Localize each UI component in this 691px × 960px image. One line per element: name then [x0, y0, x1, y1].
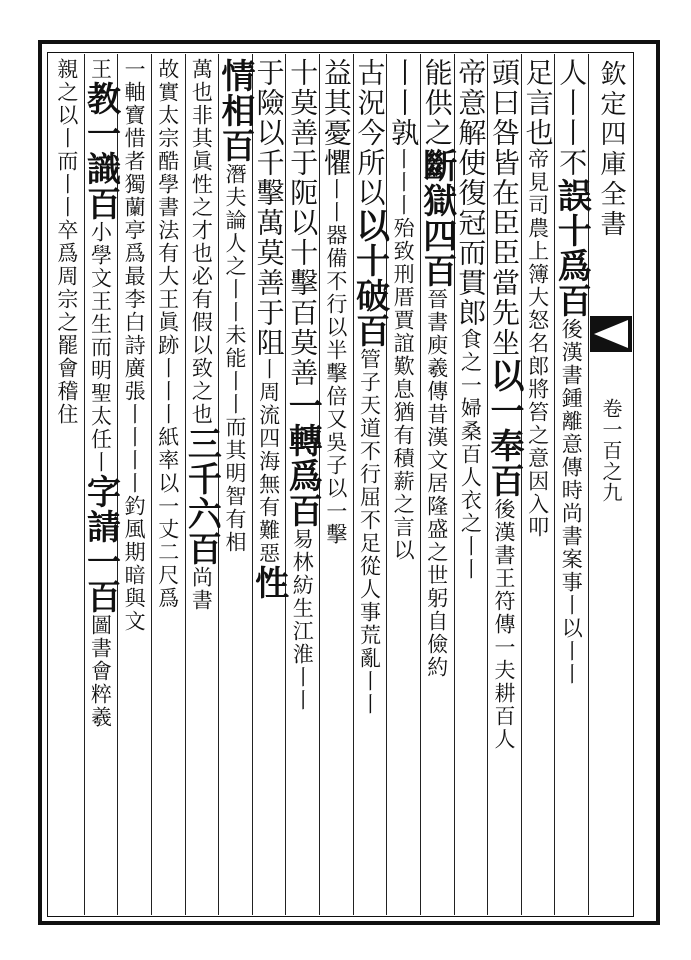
spine-strip	[590, 54, 632, 915]
column-text: 之罷會稽住	[54, 311, 79, 426]
column-text: 丨周流四海無有難惡	[256, 358, 281, 565]
column-text: 頭曰咎皆在臣臣當先坐	[487, 58, 521, 358]
column-text: 後漢書鍾離意傳時尚書案事丨以丨丨	[559, 318, 584, 686]
column-text: 易林紡生江淮丨丨	[290, 528, 315, 712]
entry-heading: 以一奉百	[483, 358, 524, 498]
entry-heading: 情相百	[214, 58, 255, 163]
entry-heading: 三千六百	[181, 426, 222, 566]
entry-heading: 誤十爲百	[551, 178, 592, 318]
column-text: 小學文王生而明聖太任丨	[88, 221, 113, 474]
column-text: 王	[88, 58, 113, 81]
column-text: 管子天道不行屈不足從人事荒亂丨丨	[357, 348, 382, 716]
column-text: 尚書	[189, 566, 214, 612]
column-text: 親	[54, 58, 79, 81]
entry-heading: 性	[248, 565, 289, 600]
column-text: 丨丨器備不行以半擊倍又吳子以一擊	[323, 178, 348, 546]
spine-chapter: 卷一百之九	[599, 398, 623, 503]
spine-title: 欽定四庫全書	[596, 60, 626, 240]
column-text: 故實太宗酷學書法有大王眞跡丨丨丨紙率以一丈二尺爲	[155, 58, 180, 610]
column-text: 之以丨而丨丨卒爲周宗	[54, 81, 79, 311]
column-text: 于險以千擊萬莫善于阻	[252, 58, 286, 358]
column-text: 後漢書王符傳一夫耕百人	[491, 498, 516, 751]
column-text: 十莫善于阨以十擊百莫善	[286, 58, 320, 388]
column-text: 古況今所以	[353, 58, 387, 208]
column-text: 圖書會粹羲	[88, 614, 113, 729]
entry-heading: 字請一百	[80, 474, 121, 614]
column-text: 帝意解使復冠而貫郎	[454, 58, 488, 328]
column-text: 一軸寶惜者獨蘭亭爲最李白詩廣張丨丨丨丨釣風期暗與文	[122, 58, 147, 633]
column-text: 能供之	[420, 58, 454, 148]
entry-heading: 斷獄四百	[416, 148, 457, 288]
fish-tail-ornament	[590, 316, 632, 352]
column-text: 潛夫論人之丨丨未能丨丨而其明智有相	[222, 163, 247, 554]
entry-heading: 教一識百	[80, 81, 121, 221]
entry-heading: 一轉爲百	[282, 388, 323, 528]
column-text: 人丨丨不	[555, 58, 589, 178]
column-text: 丨丨孰	[387, 58, 421, 148]
column-text: 益其憂懼	[319, 58, 353, 178]
column-text: 帝見司農上簿大怒名郎將笞之意因入叩	[525, 148, 550, 539]
column-text: 晉書庾羲傳昔漢文居隆盛之世躬自儉約	[424, 288, 449, 679]
column-text: 食之一婦桑百人衣之丨丨	[458, 328, 483, 581]
column-text: 足言也	[521, 58, 555, 148]
entry-heading: 以十破百	[349, 208, 390, 348]
text-column	[46, 58, 88, 910]
column-text: 丨丨丨殆致刑厝賈誼歎息猶有積薪之言以	[391, 148, 416, 562]
column-text: 萬也非其眞性之才也必有假以致之也	[189, 58, 214, 426]
